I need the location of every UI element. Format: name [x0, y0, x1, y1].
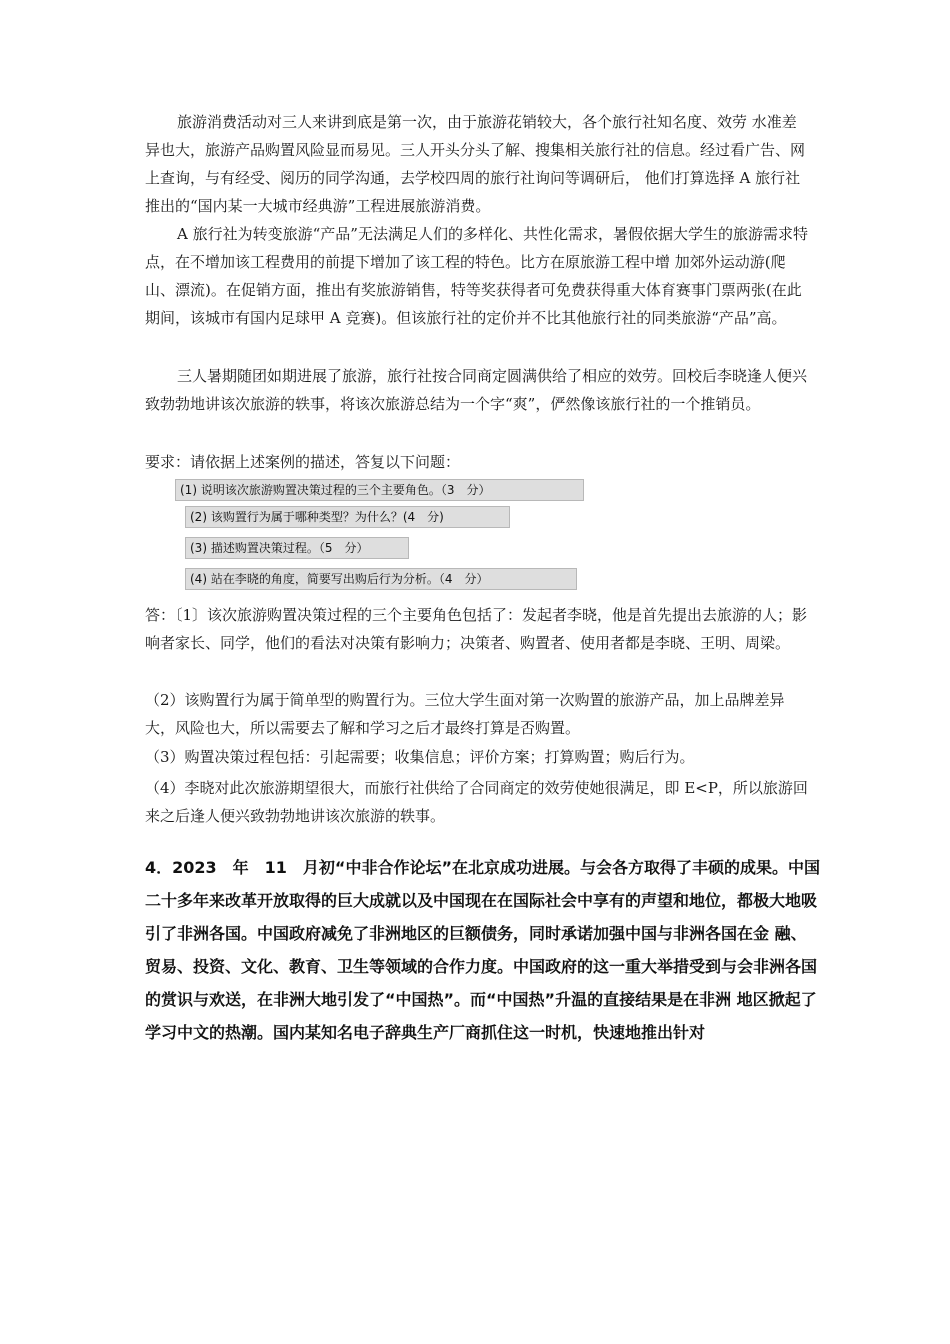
question-1: (1) 说明该次旅游购置决策过程的三个主要角色。（3 分） [175, 479, 584, 501]
question-2: (2) 该购置行为属于哪种类型？为什么？(4 分) [185, 506, 510, 528]
answer-1: 答：〔1〕该次旅游购置决策过程的三个主要角色包括了：发起者李晓，他是首先提出去旅游的人；影响者家长、同学，他们的看法对决策有影响力；决策者、购置者、使用者都是李晓、王明、周梁。 [145, 606, 808, 652]
question-3: (3) 描述购置决策过程。（5 分） [185, 537, 409, 559]
question-4: (4) 站在李晓的角度，简要写出购后行为分析。（4 分） [185, 568, 577, 590]
requirement-line: 要求：请依据上述案例的描述，答复以下问题： [145, 453, 461, 471]
section-4-paragraph: 4．2023 年 11 月初“中非合作论坛”在北京成功进展。与会各方取得了丰硕的成果。中国二十多年来改革开放取得的巨大成就以及中国现在在国际社会中享有的声望和地位，都极大地吸引了非洲各国。中国政府减免了非洲地区的巨额债务，同时承诺加强中国与非洲各国在金 融、贸易、投资、文化、教育、卫生等领域的合作力度。中国政府的这一重大举措受到与会非洲各国的赏识与欢送，在非洲大地引发了“中国热”。而“中国热”升温的直接结果是在非洲 地区掀起了学习中文的热潮。国内某知名电子辞典生产厂商抓住这一时机，快速地推出针对 [145, 858, 820, 1042]
answer-2: （2）该购置行为属于简单型的购置行为。三位大学生面对第一次购置的旅游产品，加上品牌差异大，风险也大，所以需要去了解和学习之后才最终打算是否购置。 [145, 691, 785, 737]
answer-3: （3）购置决策过程包括：引起需要；收集信息；评价方案；打算购置；购后行为。 [145, 748, 695, 766]
answer-4: （4）李晓对此次旅游期望很大，而旅行社供给了合同商定的效劳使她很满足，即 E<P，所以旅游回来之后逢人便兴致勃勃地讲该次旅游的轶事。 [145, 779, 808, 825]
case-paragraph-1: 旅游消费活动对三人来讲到底是第一次，由于旅游花销较大，各个旅行社知名度、效劳 水准差异也大，旅游产品购置风险显而易见。三人开头分头了解、搜集相关旅行社的信息。经过看广告、网上查询，与有经受、阅历的同学沟通，去学校四周的旅行社询问等调研后， 他们打算选择 A 旅行社推出的“国内某一大城市经典游”工程进展旅游消费。 [145, 113, 806, 215]
case-paragraph-3: 三人暑期随团如期进展了旅游，旅行社按合同商定圆满供给了相应的效劳。回校后李晓逢人便兴致勃勃地讲该次旅游的轶事，将该次旅游总结为一个字“爽”，俨然像该旅行社的一个推销员。 [145, 367, 808, 413]
case-paragraph-2: A 旅行社为转变旅游“产品”无法满足人们的多样化、共性化需求，暑假依据大学生的旅游需求特点，在不增加该工程费用的前提下增加了该工程的特色。比方在原旅游工程中增 加郊外运动游(爬山、漂流)。在促销方面，推出有奖旅游销售，特等奖获得者可免费获得重大体育赛事门票两张(在此期间，该城市有国内足球甲 A 竞赛)。但该旅行社的定价并不比其他旅行社的同类旅游“产品”高。 [145, 225, 808, 327]
